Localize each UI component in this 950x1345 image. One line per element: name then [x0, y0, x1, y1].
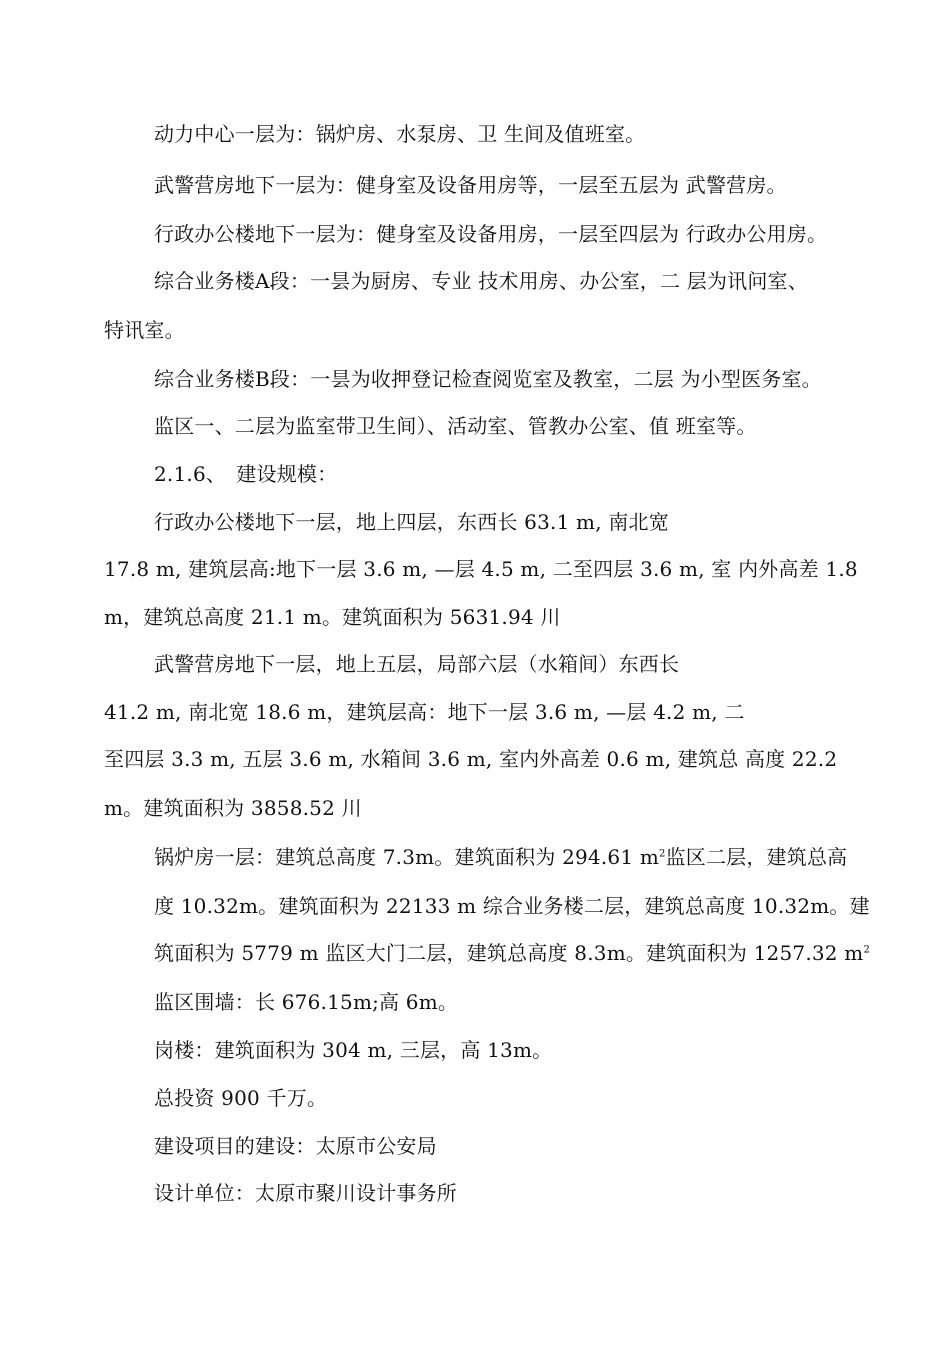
superscript: 2 — [659, 848, 666, 860]
paragraph-line: 监区一、二层为监室带卫生间）、活动室、管教办公室、值 班室等。 — [154, 414, 757, 438]
line-text: 筑面积为 5779 m 监区大门二层，建筑总高度 8.3m。建筑面积为 1257.32 m — [154, 941, 864, 965]
paragraph-line — [154, 844, 847, 870]
paragraph-line: 建设项目的建设：太原市公安局 — [154, 1134, 437, 1158]
paragraph-line: 总投资 900 千万。 — [154, 1086, 328, 1110]
paragraph-line: 动力中心一层为：锅炉房、水泵房、卫 生间及值班室。 — [154, 122, 646, 146]
paragraph-line: 岗楼：建筑面积为 304 m, 三层，高 13m。 — [154, 1038, 553, 1062]
paragraph-line: 综合业务楼B段：一昙为收押登记检查阅览室及教室，二层 为小型医务室。 — [154, 367, 822, 391]
superscript: 2 — [863, 944, 871, 956]
paragraph-line: 武警营房地下一层，地上五层，局部六层（水箱间）东西长 — [154, 652, 680, 676]
paragraph-line: 武警营房地下一层为：健身室及设备用房等，一层至五层为 武警营房。 — [154, 173, 787, 197]
paragraph-line: m，建筑总高度 21.1 m。建筑面积为 5631.94 川 — [104, 605, 561, 629]
line-text: 锅炉房一层：建筑总高度 7.3m。建筑面积为 294.61 m — [154, 845, 659, 869]
paragraph-line: 监区围墙：长 676.15m;高 6m。 — [154, 990, 459, 1014]
paragraph-line: 41.2 m, 南北宽 18.6 m，建筑层高：地下一层 3.6 m, —层 4.2 m, 二 — [104, 700, 745, 724]
paragraph-line: 至四层 3.3 m, 五层 3.6 m, 水箱间 3.6 m, 室内外高差 0.6 m, 建筑总 高度 22.2 — [104, 747, 838, 771]
paragraph-line: 17.8 m, 建筑层高:地下一层 3.6 m, —层 4.5 m, 二至四层 3.6 m, 室 内外高差 1.8 — [104, 557, 858, 581]
section-heading: 2.1.6、 建设规模： — [154, 462, 338, 486]
paragraph-line: 综合业务楼A段：一昙为厨房、专业 技术用房、办公室，二 层为讯问室、 — [154, 269, 808, 293]
paragraph-line — [154, 940, 870, 966]
paragraph-line: 行政办公楼地下一层，地上四层，东西长 63.1 m, 南北宽 — [154, 510, 669, 534]
paragraph-line: 行政办公楼地下一层为：健身室及设备用房，一层至四层为 行政办公用房。 — [154, 222, 828, 246]
paragraph-line: m。建筑面积为 3858.52 川 — [104, 796, 362, 820]
line-text: 监区二层，建筑总高 — [665, 845, 848, 869]
paragraph-line: 设计单位：太原市聚川设计事务所 — [154, 1181, 457, 1205]
paragraph-line: 特讯室。 — [104, 318, 185, 342]
paragraph-line: 度 10.32m。建筑面积为 22133 m 综合业务楼二层，建筑总高度 10.32m。建 — [154, 894, 870, 918]
